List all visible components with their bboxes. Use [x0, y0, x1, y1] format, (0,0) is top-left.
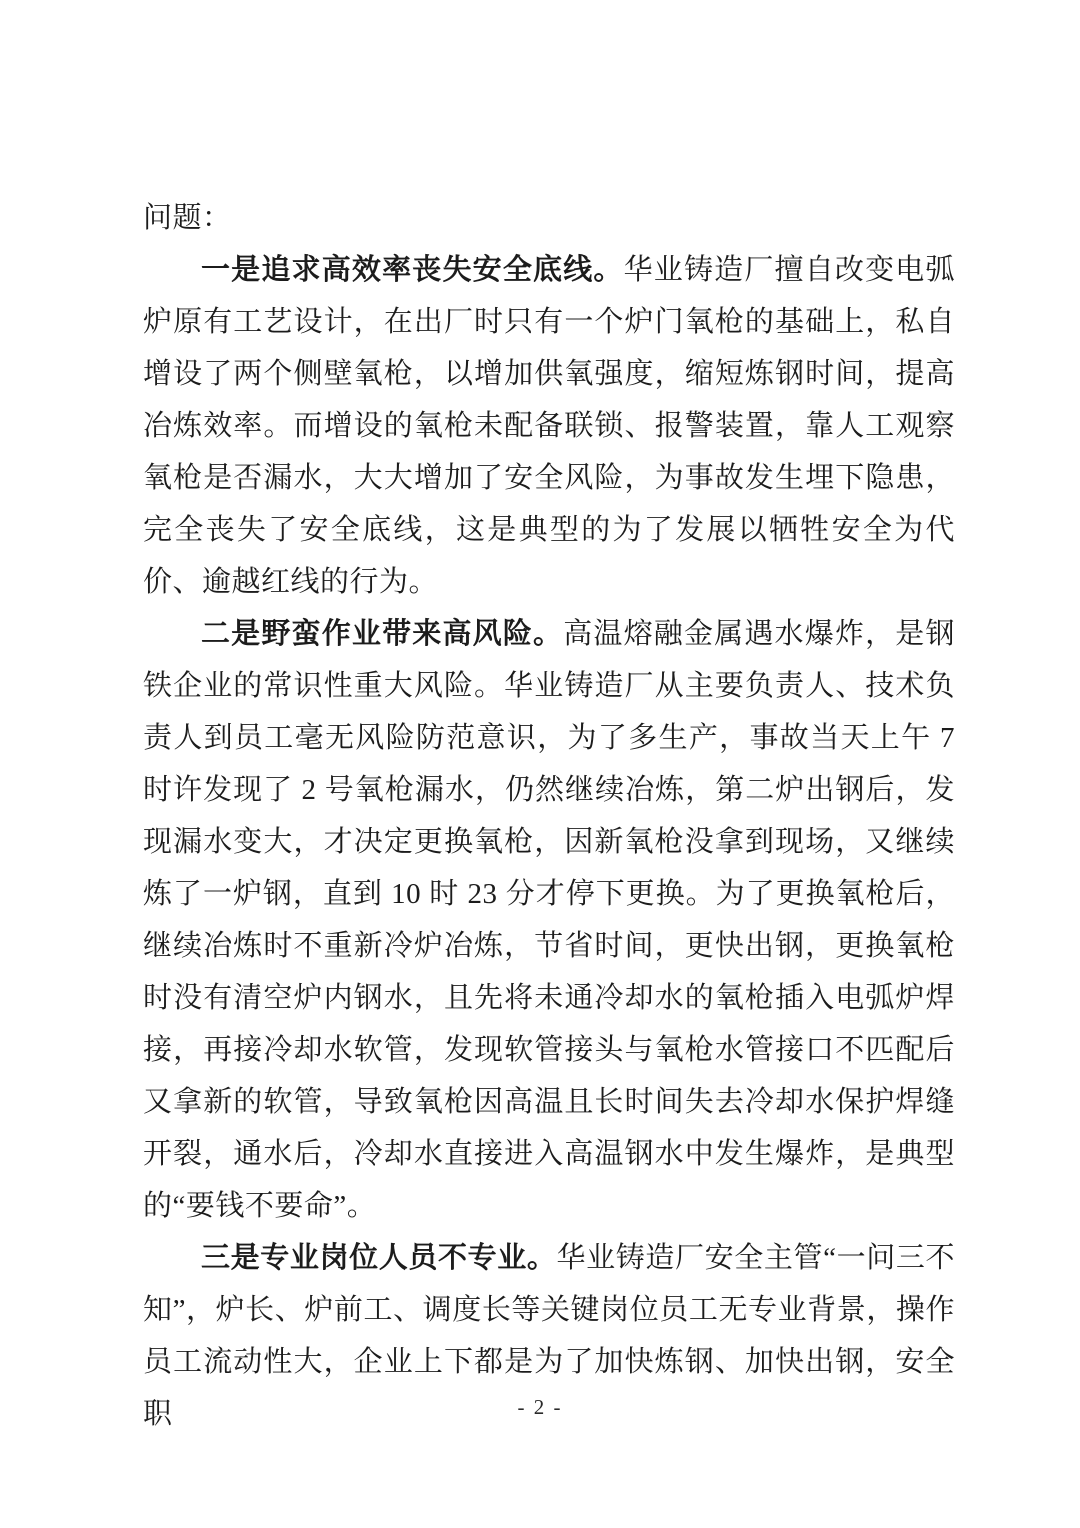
paragraph-3-lead: 三是专业岗位人员不专业。: [201, 1242, 557, 1274]
paragraph-2: [143, 608, 955, 1232]
paragraph-1-body: 华业铸造厂擅自改变电弧炉原有工艺设计，在出厂时只有一个炉门氧枪的基础上，私自增设了两个侧壁氧枪，以增加供氧强度，缩短炼钢时间，提高冶炼效率。而增设的氧枪未配备联锁、报警装置，靠人工观察氧枪是否漏水，大大增加了安全风险，为事故发生埋下隐患，完全丧失了安全底线，这是典型的为了发展以牺牲安全为代价、逾越红线的行为。: [143, 254, 955, 598]
section-heading: 问题：: [143, 202, 232, 234]
paragraph-1-lead: 一是追求高效率丧失安全底线。: [201, 254, 624, 286]
document-body: [143, 192, 955, 1440]
paragraph-1: [143, 244, 955, 608]
paragraph-2-lead: 二是野蛮作业带来高风险。: [201, 618, 564, 650]
paragraph-3-body: 华业铸造厂安全主管“一问三不知”，炉长、炉前工、调度长等关键岗位员工无专业背景，操作员工流动性大，企业上下都是为了加快炼钢、加快出钢，安全职: [143, 1242, 955, 1430]
paragraph-2-body: 高温熔融金属遇水爆炸，是钢铁企业的常识性重大风险。华业铸造厂从主要负责人、技术负责人到员工毫无风险防范意识，为了多生产，事故当天上午 7 时许发现了 2 号氧枪漏水，仍然继续冶炼，第二炉出钢后，发现漏水变大，才决定更换氧枪，因新氧枪没拿到现场，又继续炼了一炉钢，直到 10 时 23 分才停下更换。为了更换氧枪后，继续冶炼时不重新冷炉冶炼，节省时间，更快出钢，更换氧枪时没有清空炉内钢水，且先将未通冷却水的氧枪插入电弧炉焊接，再接冷却水软管，发现软管接头与氧枪水管接口不匹配后又拿新的软管，导致氧枪因高温且长时间失去冷却水保护焊缝开裂，通水后，冷却水直接进入高温钢水中发生爆炸，是典型的“要钱不要命”。: [143, 618, 955, 1222]
page-number: - 2 -: [517, 1395, 563, 1419]
